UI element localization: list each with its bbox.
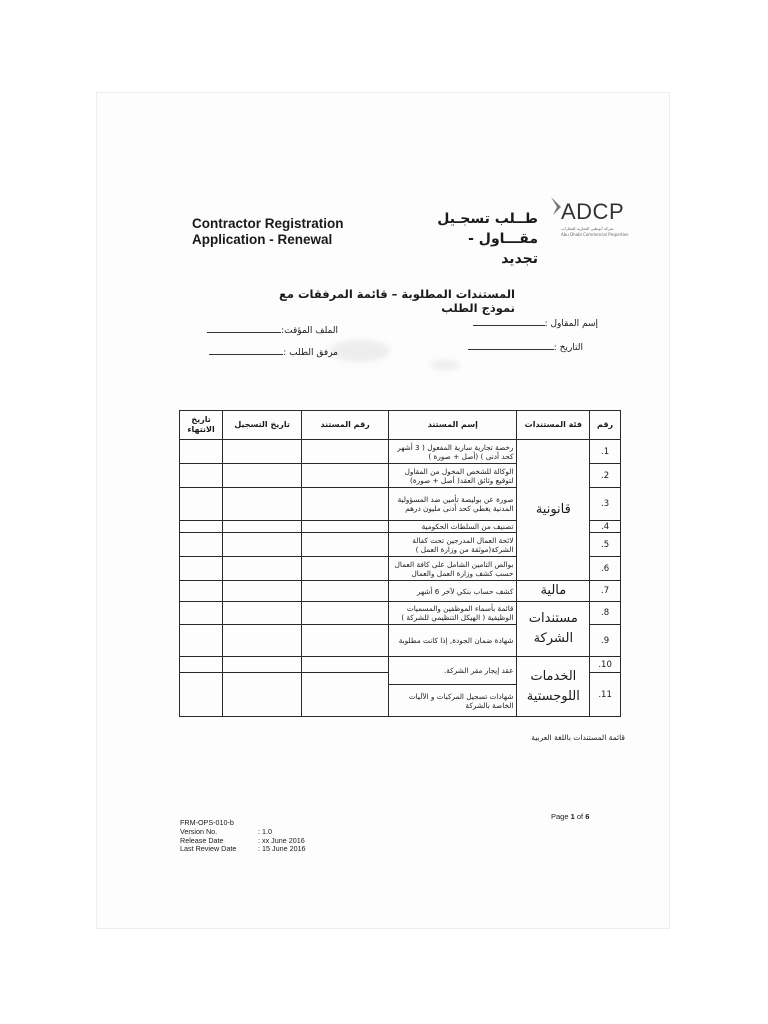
registration-date-cell[interactable] <box>223 602 302 625</box>
registration-date-cell[interactable] <box>223 673 302 717</box>
row-number: 9. <box>590 625 621 657</box>
row-number: 10. <box>590 657 621 673</box>
attachment-line[interactable] <box>209 346 283 355</box>
attachments-subtitle: المستندات المطلوبة – قائمة المرفقات مع نموذج الطلب <box>279 287 515 315</box>
page-total: 6 <box>585 812 590 821</box>
row-number: 2. <box>590 464 621 488</box>
adcp-logo <box>549 195 629 245</box>
document-number-cell[interactable] <box>302 657 389 673</box>
attachment-field[interactable] <box>208 346 338 358</box>
page-prefix: Page <box>551 812 569 821</box>
category-company-docs: مستندات الشركة <box>517 602 590 657</box>
row-number: 7. <box>590 581 621 602</box>
logo-subtitle-ar: شركة أبوظبي التجارية للعقارات <box>561 226 614 231</box>
document-number-cell[interactable] <box>302 602 389 625</box>
row-number: 1. <box>590 440 621 464</box>
document-name: كشف حساب بنكي لآخر 6 أشهر <box>389 581 517 602</box>
expiry-date-cell[interactable] <box>180 464 223 488</box>
release-value: : xx June 2016 <box>258 835 305 845</box>
category-financial: مالية <box>517 581 590 602</box>
form-title-en <box>192 216 344 248</box>
document-name: لائحة العمال المدرجين تحت كفالة الشركة(موثقة من وزارة العمل ) <box>389 533 517 557</box>
review-label: Last Review Date <box>180 844 237 854</box>
contractor-name-field[interactable] <box>458 317 598 329</box>
expiry-date-cell[interactable] <box>180 673 223 717</box>
review-value: : 15 June 2016 <box>258 844 306 854</box>
document-number-cell[interactable] <box>302 557 389 581</box>
footnote-arabic-list: قائمة المستندات باللغة العربية <box>531 733 625 742</box>
expiry-date-cell[interactable] <box>180 625 223 657</box>
row-number: 4. <box>590 521 621 533</box>
date-label: التاريخ : <box>553 343 583 353</box>
document-name: عقد إيجار مقر الشركة. <box>389 657 517 685</box>
scan-smudge <box>430 360 460 370</box>
document-name: بوالص التامين الشامل على كافة العمال حسب كشف وزارة العمل والعمال <box>389 557 517 581</box>
page-of: of <box>576 812 584 821</box>
expiry-date-cell[interactable] <box>180 557 223 581</box>
form-title-en-line1: Contractor Registration <box>192 216 344 231</box>
row-number: 8. <box>590 602 621 625</box>
registration-date-cell[interactable] <box>223 557 302 581</box>
logo-subtitle-en: Abu Dhabi Commercial Properties <box>561 232 629 237</box>
row-number: 3. <box>590 488 621 521</box>
table-row <box>180 602 621 625</box>
table-row <box>180 657 621 673</box>
registration-date-cell[interactable] <box>223 464 302 488</box>
release-label: Release Date <box>180 835 224 845</box>
page-current: 1 <box>570 812 575 821</box>
document-number-cell[interactable] <box>302 625 389 657</box>
contractor-name-label: إسم المقاول : <box>544 319 598 329</box>
document-number-cell[interactable] <box>302 521 389 533</box>
row-number: 11. <box>590 673 621 717</box>
temp-file-field[interactable] <box>208 324 338 336</box>
registration-date-cell[interactable] <box>223 533 302 557</box>
temp-file-line[interactable] <box>207 324 281 333</box>
review-row <box>180 845 306 854</box>
form-title-ar <box>380 209 538 269</box>
expiry-date-cell[interactable] <box>180 521 223 533</box>
header-expiry-date: تاريخ الانتهاء <box>180 411 223 440</box>
document-name: صورة عن بوليصة تأمين ضد المسؤولية المدنية يغطي كحد أدنى مليون درهم <box>389 488 517 521</box>
table-row <box>180 581 621 602</box>
category-legal: قانونية <box>517 440 590 581</box>
header-category: فئة المستندات <box>517 411 590 440</box>
document-name: الوكالة للشخص المخول من المقاول لتوقيع وثائق العقد( أصل + صورة) <box>389 464 517 488</box>
date-line[interactable] <box>468 341 554 350</box>
attachment-label: مرفق الطلب : <box>283 348 338 358</box>
expiry-date-cell[interactable] <box>180 440 223 464</box>
registration-date-cell[interactable] <box>223 440 302 464</box>
temp-file-label: الملف المؤقت: <box>281 326 338 336</box>
document-name: قائمة بأسماء الموظفين والمسميات الوظيفية ( الهيكل التنظيمي للشركة ) <box>389 602 517 625</box>
registration-date-cell[interactable] <box>223 657 302 673</box>
contractor-name-line[interactable] <box>473 317 545 326</box>
row-number: 6. <box>590 557 621 581</box>
registration-date-cell[interactable] <box>223 581 302 602</box>
document-name: شهادة ضمان الجودة, إذا كانت مطلوبة <box>389 625 517 657</box>
document-number-cell[interactable] <box>302 464 389 488</box>
header-registration-date: تاريخ التسجيل <box>223 411 302 440</box>
document-name: شهادات تسجيل المركبات و الآليات الخاصة بالشركة <box>389 685 517 717</box>
scan-smudge <box>330 340 390 362</box>
expiry-date-cell[interactable] <box>180 581 223 602</box>
date-field[interactable] <box>453 341 583 353</box>
version-value: : 1.0 <box>258 826 272 836</box>
registration-date-cell[interactable] <box>223 488 302 521</box>
registration-date-cell[interactable] <box>223 625 302 657</box>
document-metadata <box>180 819 306 854</box>
row-number: 5. <box>590 533 621 557</box>
form-title-ar-line1: طــلب تسجـيل مقـــاول - <box>437 211 538 247</box>
logo-text: ADCP <box>561 199 625 224</box>
registration-date-cell[interactable] <box>223 521 302 533</box>
document-number-cell[interactable] <box>302 581 389 602</box>
expiry-date-cell[interactable] <box>180 488 223 521</box>
form-title-en-line2: Application - Renewal <box>192 232 333 247</box>
expiry-date-cell[interactable] <box>180 657 223 673</box>
document-name: تصنيف من السلطات الحكومية <box>389 521 517 533</box>
expiry-date-cell[interactable] <box>180 602 223 625</box>
document-number-cell[interactable] <box>302 440 389 464</box>
page-number <box>551 812 589 821</box>
category-logistics: الخدمات اللوجستية <box>517 657 590 717</box>
table-row <box>180 440 621 464</box>
document-number-cell[interactable] <box>302 673 389 717</box>
version-label: Version No. <box>180 826 218 836</box>
document-number-cell[interactable] <box>302 533 389 557</box>
document-number-cell[interactable] <box>302 488 389 521</box>
document-name: رخصة تجارية سارية المفعول ( 3 أشهر كحد أدنى ) (أصل + صورة ) <box>389 440 517 464</box>
expiry-date-cell[interactable] <box>180 533 223 557</box>
header-document-name: إسم المستند <box>389 411 517 440</box>
header-document-number: رقم المستند <box>302 411 389 440</box>
table-header-row <box>180 411 621 440</box>
form-code: FRM-OPS-010-b <box>180 818 234 827</box>
header-number: رقم <box>590 411 621 440</box>
form-title-ar-line2: تجديد <box>501 251 538 267</box>
documents-table <box>179 410 621 717</box>
